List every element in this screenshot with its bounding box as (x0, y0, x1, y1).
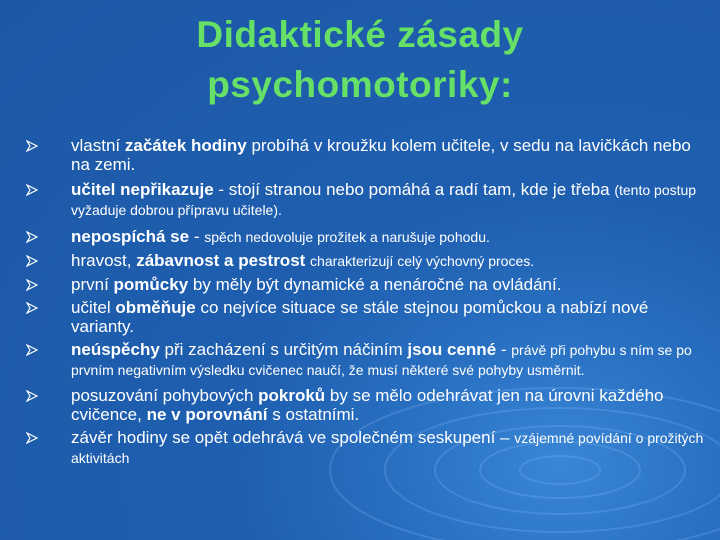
bullet-text: vlastní (71, 136, 125, 155)
bullet-highlight: jsou cenné (407, 340, 497, 359)
bullet-highlight: neúspěchy (71, 340, 160, 359)
bullet-note: vzájemné povídání o prožitých aktivitách (71, 430, 704, 466)
list-item (18, 275, 708, 294)
bullet-highlight: nepospíchá se (71, 227, 190, 246)
arrowhead-icon (26, 344, 38, 356)
list-item (18, 428, 708, 468)
title-line-2: psychomotoriky: (207, 64, 513, 105)
bullet-highlight: učitel nepřikazuje (71, 180, 214, 199)
bullet-list (18, 136, 708, 468)
list-item (18, 386, 708, 424)
bullet-highlight: ne v porovnání (146, 405, 268, 424)
bullet-note: (tento postup vyžaduje dobrou přípravu učitele). (71, 182, 697, 218)
bullet-text: závěr hodiny se opět odehrává ve společném seskupení – (71, 428, 515, 447)
bullet-text: posuzování pohybových (71, 386, 259, 405)
list-item (18, 180, 708, 220)
bullet-text: by se mělo odehrávat jen na úrovni každého cvičence, (71, 386, 664, 424)
list-item (18, 136, 708, 174)
arrowhead-icon (26, 231, 38, 243)
bullet-highlight: začátek hodiny (124, 136, 247, 155)
bullet-note: spěch nedovoluje prožitek a narušuje pohodu. (204, 229, 490, 245)
arrowhead-icon (26, 390, 38, 402)
bullet-text: co nejvíce situace se stále stejnou pomůckou a nabízí nové varianty. (71, 298, 649, 336)
bullet-text: první (71, 275, 114, 294)
bullet-highlight: obměňuje (115, 298, 196, 317)
list-item (18, 340, 708, 380)
bullet-text: - (496, 340, 512, 359)
bullet-highlight: pomůcky (113, 275, 189, 294)
title-line-1: Didaktické zásady (196, 14, 524, 55)
arrowhead-icon (26, 184, 38, 196)
bullet-note: charakterizují celý výchovný proces. (310, 253, 535, 269)
bullet-text: hravost, (71, 251, 137, 270)
arrowhead-icon (26, 140, 38, 152)
bullet-text: - (189, 227, 205, 246)
list-item (18, 251, 708, 271)
arrowhead-icon (26, 302, 38, 314)
bullet-text: by měly být dynamické a nenáročné na ovládání. (188, 275, 562, 294)
list-item (18, 298, 708, 336)
slide-title (0, 10, 720, 110)
list-item (18, 227, 708, 247)
bullet-highlight: pokroků (258, 386, 326, 405)
arrowhead-icon (26, 255, 38, 267)
bullet-text: s ostatními. (267, 405, 360, 424)
bullet-text: při zacházení s určitým náčiním (159, 340, 408, 359)
bullet-text: učitel (71, 298, 116, 317)
bullet-text: probíhá v kroužku kolem učitele, v sedu na lavičkách nebo na zemi. (71, 136, 691, 174)
arrowhead-icon (26, 432, 38, 444)
bullet-text: - stojí stranou nebo pomáhá a radí tam, kde je třeba (213, 180, 615, 199)
bullet-highlight: zábavnost a pestrost (136, 251, 306, 270)
arrowhead-icon (26, 279, 38, 291)
bullet-note: právě při pohybu s ním se po prvním negativním výsledku cvičenec naučí, že musí některé své pohyby usměrnit. (71, 342, 692, 378)
